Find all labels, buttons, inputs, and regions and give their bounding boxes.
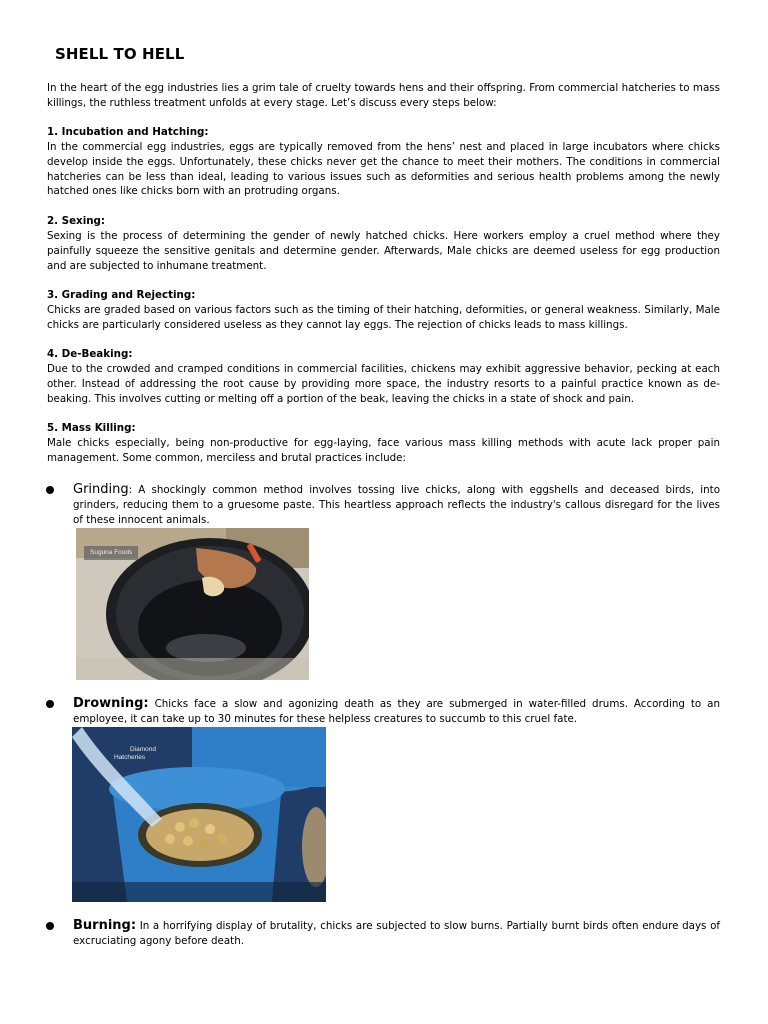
section-heading-mass-killing: 5. Mass Killing:: [47, 422, 136, 434]
method-body-burning: In a horrifying display of brutality, chicks are subjected to slow burns. Partially burnt birds often endure days of excruciating agony before death.: [73, 920, 720, 947]
drowning-watermark-line2: Hatcheries: [114, 754, 146, 761]
section-heading-grading: 3. Grading and Rejecting:: [47, 289, 196, 301]
section-body-incubation: In the commercial egg industries, eggs are typically removed from the hens’ nest and placed in large incubators where chicks develop inside the eggs. Unfortunately, these chicks never get the chance to meet their mothers. The conditions in commercial hatcheries can be less than ideal, leading to various issues such as deformities and serious health problems among the newly hatched ones like chicks born with an protruding organs.: [47, 141, 720, 198]
section-body-sexing: Sexing is the process of determining the gender of newly hatched chicks. Here workers employ a cruel method where they painfully squeeze the sensitive genitals and determine gender. Afterwards, Male chicks are deemed useless for egg production and are subjected to inhumane treatment.: [47, 230, 720, 272]
bullet-dot: [46, 922, 54, 930]
grinding-photo: [76, 528, 309, 680]
method-drowning: [73, 696, 720, 727]
section-heading-sexing: 2. Sexing:: [47, 215, 106, 227]
section-heading-debeaking: 4. De-Beaking:: [47, 348, 133, 360]
method-term-drowning: Drowning:: [73, 696, 149, 711]
method-term-burning: Burning:: [73, 918, 137, 933]
method-burning: [73, 918, 720, 949]
method-body-grinding: : A shockingly common method involves tossing live chicks, along with eggshells and deceased birds, into grinders, reducing them to a gruesome paste. This heartless approach reflects the industry's callous disregard for the lives of these innocent animals.: [73, 484, 720, 526]
section-body-mass-killing: Male chicks especially, being non-productive for egg-laying, face various mass killing methods with acute lack proper pain management. Some common, merciless and brutal practices include:: [47, 437, 720, 464]
page-title: SHELL TO HELL: [55, 45, 185, 63]
section-body-grading: Chicks are graded based on various factors such as the timing of their hatching, deformities, or general weakness. Similarly, Male chicks are particularly considered useless as they cannot lay eggs. The rejection of chicks leads to mass killings.: [47, 304, 720, 331]
bullet-dot: [46, 700, 54, 708]
grinding-photo-watermark: Suguna Foods: [84, 546, 138, 560]
section-body-debeaking: Due to the crowded and cramped conditions in commercial facilities, chickens may exhibit aggressive behavior, pecking at each other. Instead of addressing the root cause by providing more space, the industry resorts to a painful practice known as de-beaking. This involves cutting or melting off a portion of the beak, leaving the chicks in a state of shock and pain.: [47, 363, 720, 405]
method-body-drowning: Chicks face a slow and agonizing death as they are submerged in water-filled drums. According to an employee, it can take up to 30 minutes for these helpless creatures to succumb to this cruel fate.: [73, 698, 720, 725]
drowning-watermark-line1: Diamond: [130, 746, 157, 753]
drowning-photo-watermark: [108, 743, 162, 765]
method-term-grinding: Grinding: [73, 482, 129, 497]
method-grinding: [73, 482, 720, 528]
section-heading-incubation: 1. Incubation and Hatching:: [47, 126, 209, 138]
intro-paragraph: In the heart of the egg industries lies a grim tale of cruelty towards hens and their offspring. From commercial hatcheries to mass killings, the ruthless treatment unfolds at every stage. Let’s discuss every steps below:: [47, 82, 720, 109]
drowning-photo: [72, 727, 326, 902]
bullet-dot: [46, 486, 54, 494]
